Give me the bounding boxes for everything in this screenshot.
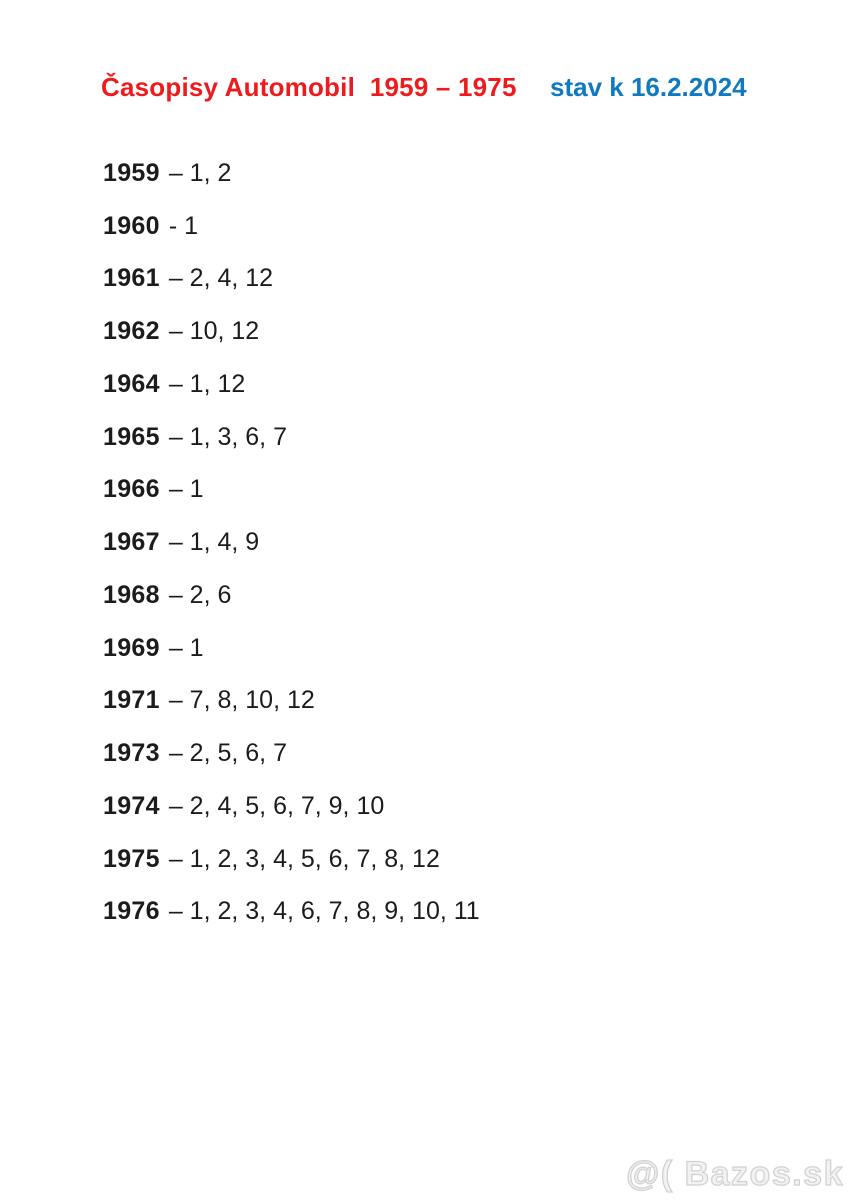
entry-issues: – 1, 2, 3, 4, 5, 6, 7, 8, 12 bbox=[168, 844, 440, 873]
list-item bbox=[103, 358, 753, 411]
entry-year: 1971 bbox=[103, 686, 160, 715]
list-item bbox=[103, 516, 753, 569]
status-date: stav k 16.2.2024 bbox=[550, 72, 747, 102]
page-title: Časopisy Automobil 1959 – 1975 bbox=[101, 72, 517, 102]
entry-issues: – 1 bbox=[168, 475, 204, 504]
entry-issues: – 2, 4, 5, 6, 7, 9, 10 bbox=[168, 791, 385, 820]
entry-year: 1973 bbox=[103, 739, 160, 768]
entry-issues: – 10, 12 bbox=[168, 317, 260, 346]
entry-year: 1966 bbox=[103, 475, 160, 504]
list-item bbox=[103, 253, 753, 306]
entry-year: 1962 bbox=[103, 317, 160, 346]
entry-issues: – 7, 8, 10, 12 bbox=[168, 686, 315, 715]
entry-issues: – 1, 12 bbox=[168, 369, 246, 398]
entry-year: 1968 bbox=[103, 580, 160, 609]
list-item bbox=[103, 886, 753, 939]
list-item bbox=[103, 464, 753, 517]
entry-issues: – 1, 3, 6, 7 bbox=[168, 422, 287, 451]
entry-issues: – 1, 2, 3, 4, 6, 7, 8, 9, 10, 11 bbox=[168, 897, 480, 926]
list-item bbox=[103, 200, 753, 253]
entry-issues: – 2, 4, 12 bbox=[168, 264, 274, 293]
entry-year: 1961 bbox=[103, 264, 160, 293]
entry-year: 1964 bbox=[103, 369, 160, 398]
entry-issues: – 2, 5, 6, 7 bbox=[168, 739, 287, 768]
entry-year: 1959 bbox=[103, 158, 160, 187]
entry-year: 1969 bbox=[103, 633, 160, 662]
list-item bbox=[103, 780, 753, 833]
entry-issues: – 2, 6 bbox=[168, 580, 232, 609]
entry-issues: – 1, 4, 9 bbox=[168, 528, 260, 557]
entry-year: 1975 bbox=[103, 844, 160, 873]
list-item bbox=[103, 411, 753, 464]
entry-year: 1965 bbox=[103, 422, 160, 451]
list-item bbox=[103, 675, 753, 728]
entry-year: 1967 bbox=[103, 528, 160, 557]
entry-issues: – 1 bbox=[168, 633, 204, 662]
list-item bbox=[103, 833, 753, 886]
entry-issues: - 1 bbox=[168, 211, 199, 240]
list-item bbox=[103, 622, 753, 675]
list-item bbox=[103, 305, 753, 358]
issue-list bbox=[103, 147, 753, 938]
list-item bbox=[103, 569, 753, 622]
bazos-watermark: @( Bazos.sk bbox=[626, 1155, 844, 1193]
entry-issues: – 1, 2 bbox=[168, 158, 232, 187]
entry-year: 1974 bbox=[103, 791, 160, 820]
entry-year: 1960 bbox=[103, 211, 160, 240]
list-item bbox=[103, 147, 753, 200]
entry-year: 1976 bbox=[103, 897, 160, 926]
list-item bbox=[103, 727, 753, 780]
